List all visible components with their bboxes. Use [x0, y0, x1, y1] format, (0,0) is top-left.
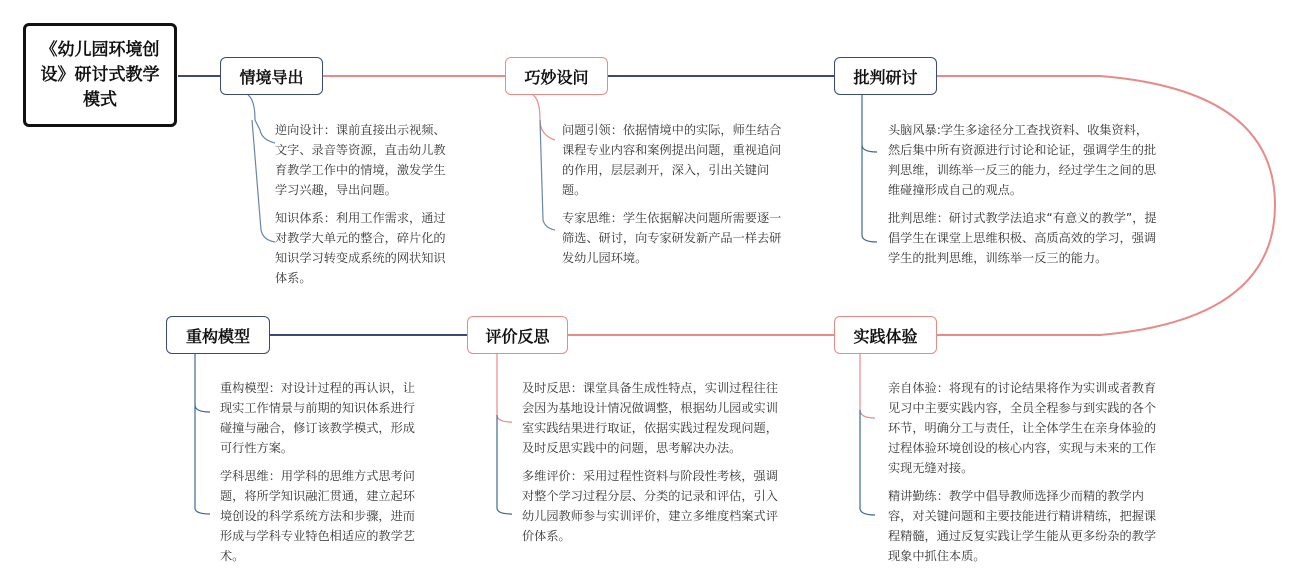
topic-clever-questioning[interactable]	[505, 57, 608, 95]
topic-label: 情境导出	[239, 67, 304, 87]
topic-label: 重构模型	[185, 326, 250, 346]
topic-details-questioning	[562, 120, 784, 276]
detail-text: 学科思维：用学科的思维方式思考问题，将所学知识融汇贯通，建立起环境创设的科学系统方法和步骤，进而形成与学科专业特色相适应的教学艺术。	[220, 469, 415, 563]
root-topic[interactable]	[23, 23, 177, 127]
detail-text: 多维评价：采用过程性资料与阶段性考核，强调对整个学习过程分层、分类的记录和评估，引入幼儿园教师参与实训评价，建立多维度档案式评价体系。	[522, 469, 778, 543]
detail-text: 专家思维：学生依据解决问题所需要逐一筛选、研讨，向专家研发新产品一样去研发幼儿园环境。	[562, 211, 782, 265]
topic-critical-discussion[interactable]	[834, 57, 937, 95]
topic-label: 批判研讨	[853, 67, 918, 87]
topic-evaluation-reflection[interactable]	[467, 316, 568, 354]
detail-text: 及时反思：课堂具备生成性特点，实训过程往往会因为基地设计情况做调整，根据幼儿园或实训室实践结果进行取证，依据实践过程发现问题，及时反思实践中的问题，思考解决办法。	[522, 381, 778, 455]
detail-text: 问题引领：依据情境中的实际，师生结合课程专业内容和案例提出问题，重视追问的作用，层层剥开，深入，引出关键问题。	[562, 123, 782, 197]
detail-text: 知识体系：利用工作需求，通过对教学大单元的整合，碎片化的知识学习转变成系统的网状知识体系。	[275, 211, 446, 285]
topic-details-practice	[888, 378, 1163, 574]
topic-practical-experience[interactable]	[834, 316, 937, 354]
detail-text: 亲自体验：将现有的讨论结果将作为实训或者教育见习中主要实践内容，全员全程参与到实践的各个环节，明确分工与责任，让全体学生在亲身体验的过程体验环境创设的核心内容，实现与未来的工作实现无缝对接。	[888, 381, 1157, 475]
topic-label: 实践体验	[853, 326, 918, 346]
topic-model-reconstruction[interactable]	[166, 316, 270, 354]
topic-details-discussion	[888, 120, 1160, 276]
root-topic-label: 《幼儿园环境创设》研讨式教学模式	[40, 39, 160, 110]
detail-text: 重构模型：对设计过程的再认识，让现实工作情景与前期的知识体系进行碰撞与融合，修订该教学模式，形成可行性方案。	[220, 381, 415, 455]
topic-details-evaluation	[522, 378, 784, 554]
detail-text: 头脑风暴:学生多途径分工查找资料、收集资料，然后集中所有资源进行讨论和论证，强调学生的批判思维，训练举一反三的能力，经过学生之间的思维碰撞形成自己的观点。	[888, 123, 1157, 197]
topic-label: 巧妙设问	[524, 67, 589, 87]
topic-details-situation	[275, 120, 455, 296]
detail-text: 逆向设计：课前直接出示视频、文字、录音等资源，直击幼儿教育教学工作中的情境，激发学生学习兴趣，导出问题。	[275, 123, 446, 197]
detail-text: 批判思维：研讨式教学法追求“有意义的教学”，提倡学生在课堂上思维积极、高质高效的学习，强调学生的批判思维，训练举一反三的能力。	[888, 211, 1157, 265]
detail-text: 精讲勤练：教学中倡导教师选择少而精的教学内容，对关键问题和主要技能进行精讲精练，把握课程精髓，通过反复实践让学生能从更多纷杂的教学现象中抓住本质。	[888, 489, 1157, 563]
topic-situation-introduction[interactable]	[220, 57, 323, 95]
topic-details-reconstruction	[220, 378, 420, 574]
topic-label: 评价反思	[485, 326, 550, 346]
